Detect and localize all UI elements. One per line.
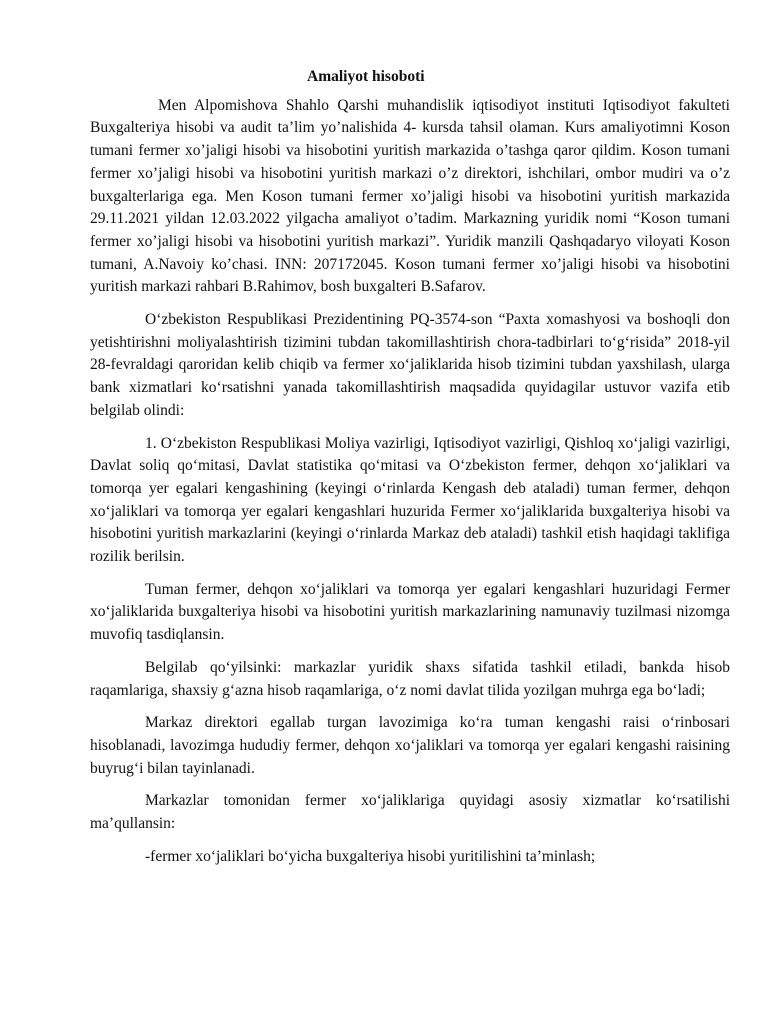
paragraph-legal-entity: Belgilab qo‘yilsinki: markazlar yuridik shaxs sifatida tashkil etiladi, bankda hisob raqamlariga, shaxsiy g‘azna hisob raqamlariga, o‘z nomi davlat tilida yozilgan muhrga ega bo‘ladi; — [90, 658, 730, 699]
paragraph-presidential-decree: O‘zbekiston Respublikasi Prezidentining PQ-3574-son “Paxta xomashyosi va boshoqli don yetishtirishni moliyalashtirish tizimini tubdan takomillashtirish chora-tadbirlari to‘g‘risida” 2018-yil 28-fevraldagi qaroridan kelib chiqib va fermer xo‘jaliklarida hisob tizimini tubdan yaxshilash, ularga bank xizmatlari ko‘rsatishni yanada takomillashtirish maqsadida quyidagilar ustuvor vazifa etib belgilab olindi: — [90, 311, 730, 419]
document-page — [90, 66, 730, 879]
paragraph-structure-approval: Tuman fermer, dehqon xo‘jaliklari va tomorqa yer egalari kengashlari huzuridagi Fermer xo‘jaliklarida buxgalteriya hisobi va hisobotini yuritish markazlarining namunaviy tuzilmasi nizomga muvofiq tasdiqlansin. — [90, 580, 730, 644]
document-title: Amaliyot hisoboti — [307, 68, 425, 85]
paragraph-item-1: 1. O‘zbekiston Respublikasi Moliya vazirligi, Iqtisodiyot vazirligi, Qishloq xo‘jaligi vazirligi, Davlat soliq qo‘mitasi, Davlat statistika qo‘mitasi va O‘zbekiston fermer, dehqon xo‘jaliklari va tomorqa yer egalari kengashining (keyingi o‘rinlarda Kengash deb ataladi) tuman fermer, dehqon xo‘jaliklari va tomorqa yer egalari kengashlari huzurida Fermer xo‘jaliklarida buxgalteriya hisobi va hisobotini yuritish markazlarini (keyingi o‘rinlarda Markaz deb ataladi) tashkil etish haqidagi taklifiga rozilik berilsin. — [90, 434, 730, 566]
paragraph-service-item: -fermer xo‘jaliklari bo‘yicha buxgalteriya hisobi yuritilishini ta’minlash; — [145, 847, 596, 865]
paragraph-introduction: Men Alpomishova Shahlo Qarshi muhandislik iqtisodiyot instituti Iqtisodiyot fakulteti Buxgalteriya hisobi va audit ta’lim yo’nalishida 4- kursda tahsil olaman. Kurs amaliyotimni Koson tumani fermer xo’jaligi hisobi va hisobotini yuritish markazida o’tashga qaror qildim. Koson tumani fermer xo’jaligi hisobi va hisobotini yuritish markazi o’z direktori, ishchilari, ombor mudiri va o’z buxgalterlariga ega. Men Koson tumani fermer xo’jaligi hisobi va hisobotini yuritish markazida 29.11.2021 yildan 12.03.2022 yilgacha amaliyot o’tadim. Markazning yuridik nomi “Koson tumani fermer xo’jaligi hisobi va hisobotini yuritish markazi”. Yuridik manzili Qashqadaryo viloyati Koson tumani, A.Navoiy ko’chasi. INN: 207172045. Koson tumani fermer xo’jaligi hisobi va hisobotini yuritish markazi rahbari B.Rahimov, bosh buxgalteri B.Safarov. — [90, 96, 730, 296]
paragraph-services-intro: Markazlar tomonidan fermer xo‘jaliklariga quyidagi asosiy xizmatlar ko‘rsatilishi ma’qullansin: — [90, 792, 730, 833]
paragraph-director-position: Markaz direktori egallab turgan lavozimiga ko‘ra tuman kengashi raisi o‘rinbosari hisoblanadi, lavozimga hududiy fermer, dehqon xo‘jaliklari va tomorqa yer egalari kengashi raisining buyrug‘i bilan tayinlanadi. — [90, 714, 730, 777]
